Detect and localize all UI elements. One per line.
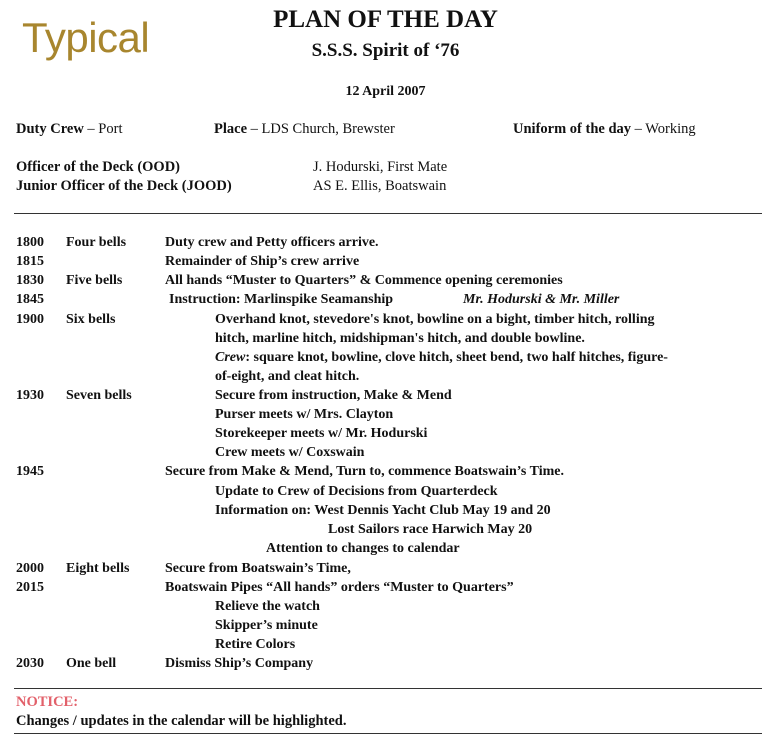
duty-crew-label: Duty Crew: [16, 121, 84, 137]
crew-knots: [215, 350, 668, 366]
row-time: 2015: [16, 580, 44, 595]
row-text: Secure from instruction, Make & Mend: [215, 388, 452, 403]
row-time: 1800: [16, 235, 44, 250]
place-label: Place: [214, 121, 248, 137]
ood-label: Officer of the Deck (OOD): [16, 159, 181, 175]
ood-value: J. Hodurski, First Mate: [313, 159, 448, 175]
jood-label: Junior Officer of the Deck (JOOD): [16, 178, 232, 194]
row-bells: Four bells: [66, 235, 127, 250]
row-text: Secure from Boatswain’s Time,: [165, 561, 351, 576]
row-text: Secure from Make & Mend, Turn to, commence Boatswain’s Time.: [165, 464, 564, 479]
row-time: 2030: [16, 656, 44, 671]
notice-text: Changes / updates in the calendar will be highlighted.: [16, 713, 347, 729]
divider-footer: [14, 733, 762, 734]
row-time: 1930: [16, 388, 44, 403]
duty-crew: [16, 121, 122, 138]
duty-crew-value: – Port: [83, 121, 123, 137]
uniform-value: – Working: [631, 121, 696, 137]
page-title: PLAN OF THE DAY: [273, 6, 498, 33]
row-text: hitch, marline hitch, midshipman's hitch, and double bowline.: [215, 331, 585, 346]
row-text: Skipper’s minute: [215, 618, 318, 633]
typical-watermark: Typical: [22, 14, 150, 61]
row-bells: One bell: [66, 656, 117, 671]
row-time: 2000: [16, 561, 44, 576]
row-text: of-eight, and cleat hitch.: [215, 369, 360, 384]
divider-bottom: [14, 688, 762, 689]
row-text: Retire Colors: [215, 637, 296, 652]
row-bells: Eight bells: [66, 561, 130, 576]
crew-label: Crew: [215, 350, 246, 365]
row-text: Storekeeper meets w/ Mr. Hodurski: [215, 426, 428, 441]
row-text: Information on: West Dennis Yacht Club May 19 and 20: [215, 503, 551, 518]
row-text: Crew meets w/ Coxswain: [215, 445, 365, 460]
row-text: Duty crew and Petty officers arrive.: [165, 235, 379, 250]
row-bells: Five bells: [66, 273, 123, 288]
divider-top: [14, 213, 762, 214]
row-text: Purser meets w/ Mrs. Clayton: [215, 407, 394, 422]
row-time: 1900: [16, 312, 44, 327]
row-time: 1815: [16, 254, 44, 269]
row-time: 1845: [16, 292, 44, 307]
row-text: Instruction: Marlinspike Seamanship: [169, 292, 394, 307]
row-text: Attention to changes to calendar: [266, 541, 460, 556]
row-text: Overhand knot, stevedore's knot, bowline on a bight, timber hitch, rolling: [215, 312, 655, 327]
place: [214, 121, 395, 138]
uniform-label: Uniform of the day: [513, 121, 632, 137]
instructors: Mr. Hodurski & Mr. Miller: [463, 292, 620, 307]
uniform: [513, 121, 696, 138]
ship-name: S.S.S. Spirit of ‘76: [311, 40, 460, 61]
row-text: : square knot, bowline, clove hitch, sheet bend, two half hitches, figure-: [245, 350, 668, 365]
plan-date: 12 April 2007: [345, 84, 426, 99]
place-value: – LDS Church, Brewster: [247, 121, 395, 137]
row-bells: Six bells: [66, 312, 116, 327]
row-text: Boatswain Pipes “All hands” orders “Muster to Quarters”: [165, 580, 514, 595]
row-text: All hands “Muster to Quarters” & Commence opening ceremonies: [165, 273, 563, 288]
row-text: Dismiss Ship’s Company: [165, 656, 314, 671]
notice-label: NOTICE:: [16, 694, 79, 710]
jood-value: AS E. Ellis, Boatswain: [313, 178, 447, 194]
row-time: 1830: [16, 273, 44, 288]
row-text: Update to Crew of Decisions from Quarterdeck: [215, 484, 498, 499]
row-text: Remainder of Ship’s crew arrive: [165, 254, 360, 269]
row-text: Relieve the watch: [215, 599, 320, 614]
row-bells: Seven bells: [66, 388, 132, 403]
row-time: 1945: [16, 464, 44, 479]
row-text: Lost Sailors race Harwich May 20: [328, 522, 533, 537]
